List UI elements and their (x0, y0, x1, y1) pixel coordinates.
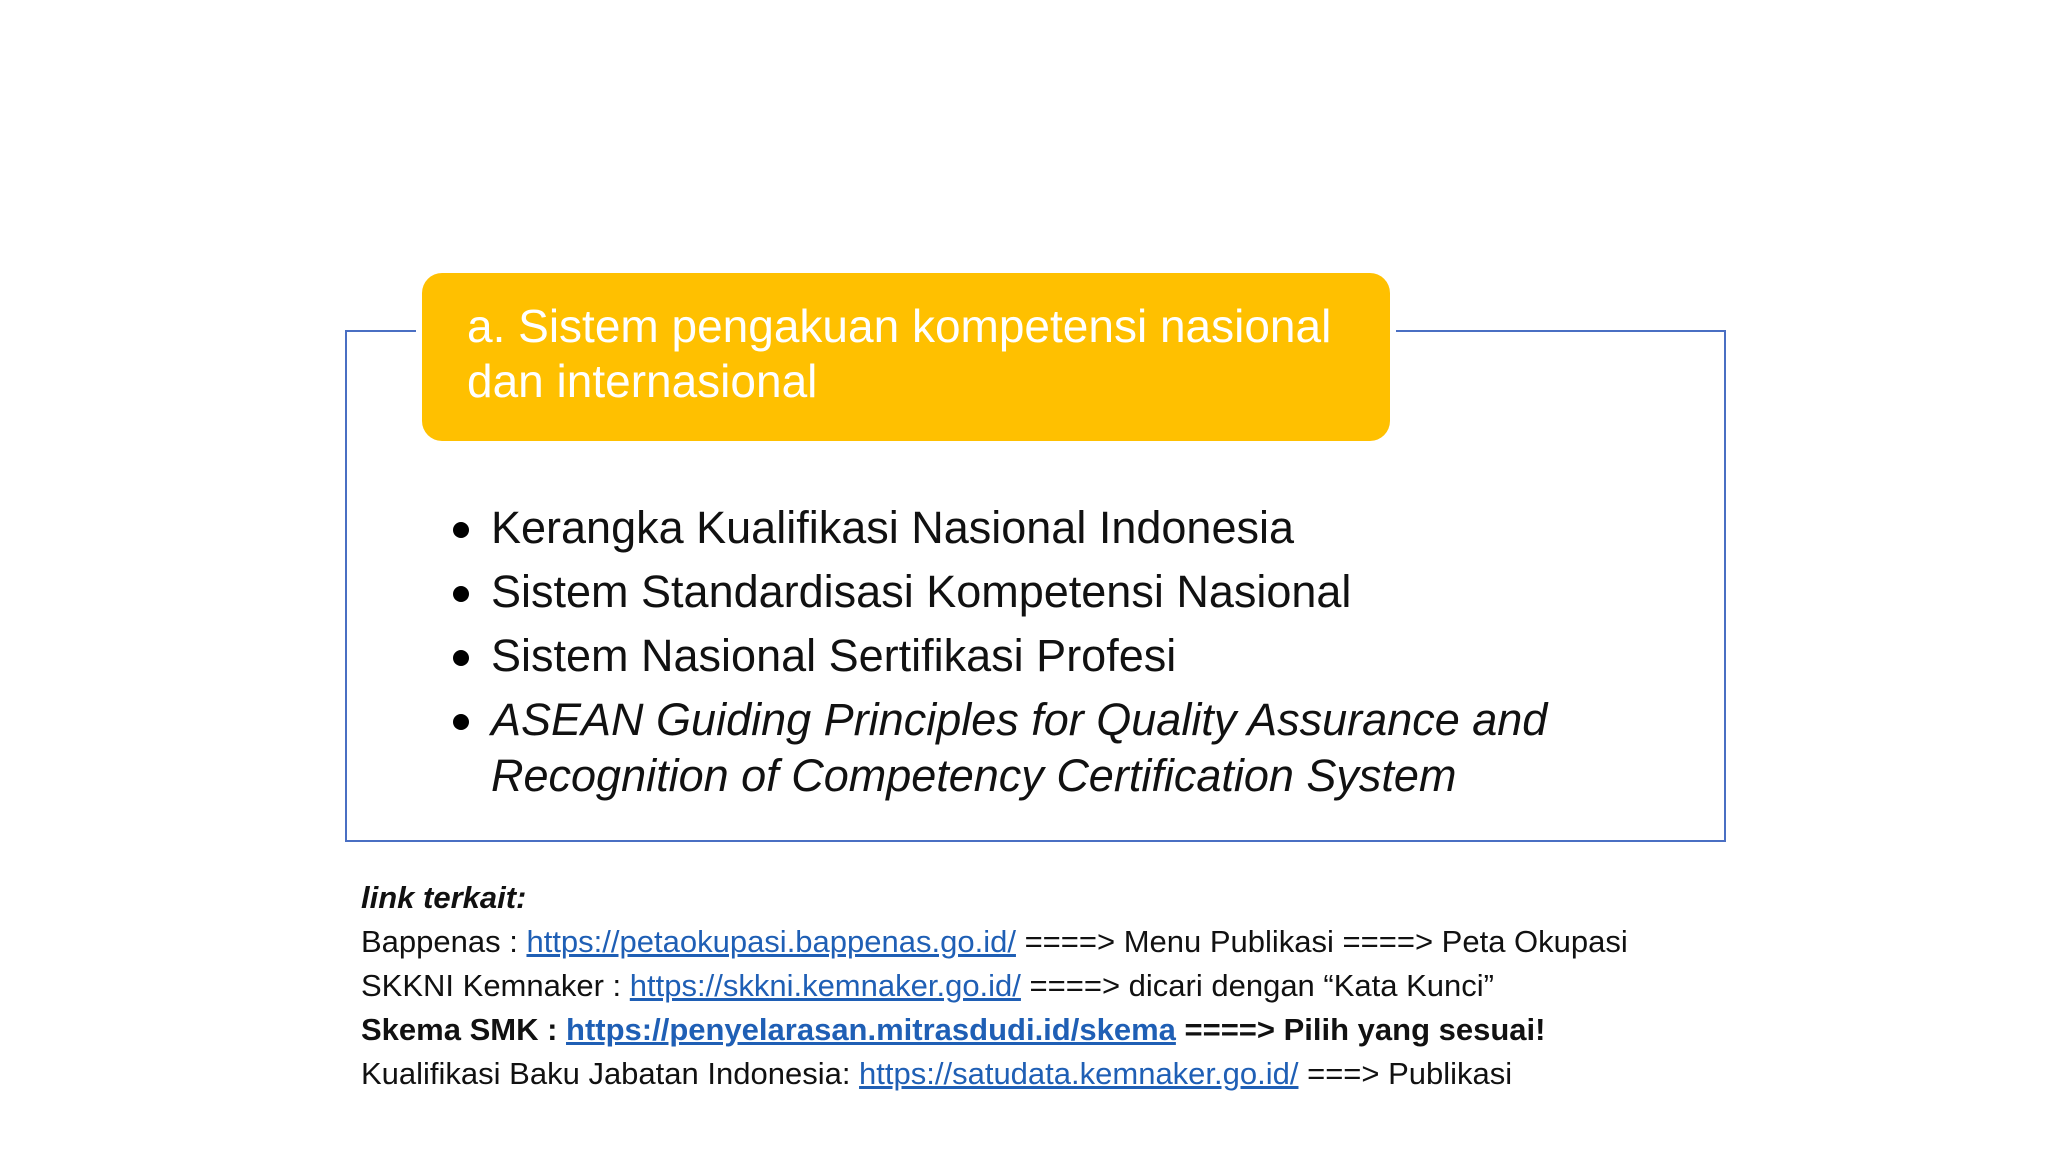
link-suffix: ===> Publikasi (1298, 1056, 1513, 1091)
bullet-item (453, 692, 1653, 804)
bullet-text: ASEAN Guiding Principles for Quality Assurance and Recognition of Competency Certification System (491, 694, 1548, 801)
bullet-item (453, 500, 1653, 556)
link-line-kualifikasi (361, 1052, 1761, 1096)
bullet-dot-icon (453, 650, 469, 666)
bullet-text: Kerangka Kualifikasi Nasional Indonesia (491, 502, 1294, 553)
link-skema-smk[interactable]: https://penyelarasan.mitrasdudi.id/skema (566, 1012, 1176, 1047)
link-bappenas[interactable]: https://petaokupasi.bappenas.go.id/ (526, 924, 1016, 959)
bullet-text: Sistem Standardisasi Kompetensi Nasional (491, 566, 1352, 617)
related-links-heading: link terkait: (361, 880, 527, 915)
bullet-dot-icon (453, 586, 469, 602)
link-line-skkni (361, 964, 1761, 1008)
link-satudata[interactable]: https://satudata.kemnaker.go.id/ (859, 1056, 1299, 1091)
bullet-dot-icon (453, 522, 469, 538)
link-skkni[interactable]: https://skkni.kemnaker.go.id/ (629, 968, 1021, 1003)
bullet-dot-icon (453, 714, 469, 730)
section-title: a. Sistem pengakuan kompetensi nasional dan internasional (467, 300, 1332, 407)
link-prefix: Kualifikasi Baku Jabatan Indonesia: (361, 1056, 860, 1091)
link-prefix: SKKNI Kemnaker : (361, 968, 630, 1003)
link-line-bappenas (361, 920, 1761, 964)
section-header (422, 273, 1390, 441)
bullet-item (453, 564, 1653, 620)
link-suffix: ====> dicari dengan “Kata Kunci” (1020, 968, 1494, 1003)
bullet-item (453, 628, 1653, 684)
bullet-text: Sistem Nasional Sertifikasi Profesi (491, 630, 1177, 681)
link-suffix: ====> Pilih yang sesuai! (1175, 1012, 1546, 1047)
related-links (361, 876, 1761, 1096)
link-prefix: Skema SMK : (361, 1012, 567, 1047)
link-suffix: ====> Menu Publikasi ====> Peta Okupasi (1015, 924, 1628, 959)
bullet-list (453, 500, 1653, 812)
link-line-skema-smk (361, 1008, 1761, 1052)
link-prefix: Bappenas : (361, 924, 527, 959)
